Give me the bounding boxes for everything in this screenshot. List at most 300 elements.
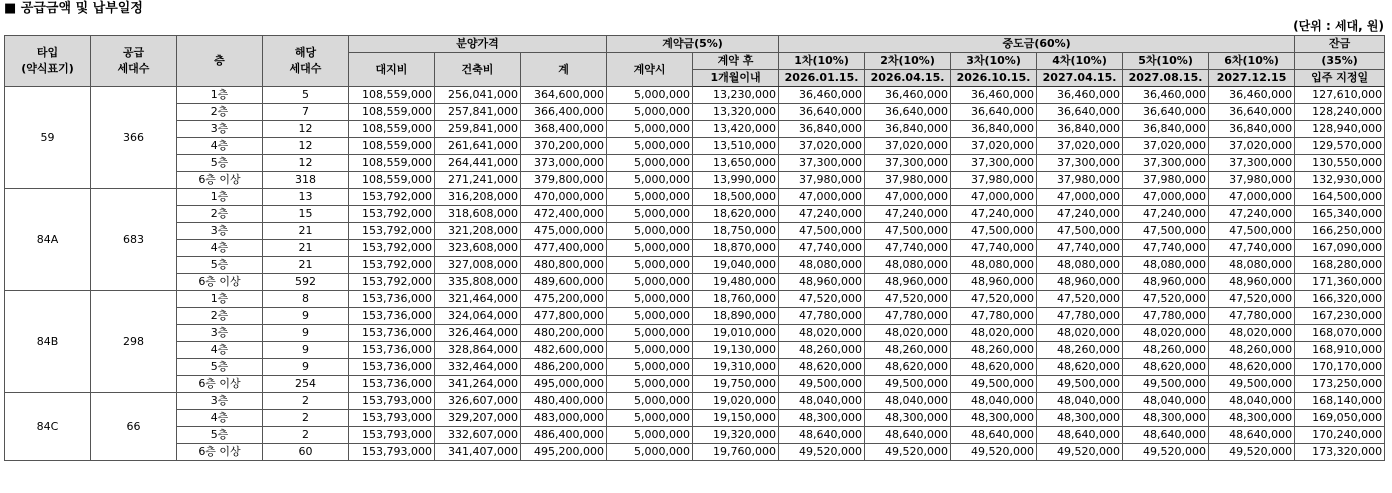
amount-cell: 323,608,000 — [435, 240, 521, 257]
amount-cell: 5,000,000 — [607, 410, 693, 427]
amount-cell: 130,550,000 — [1295, 155, 1385, 172]
amount-cell: 5,000,000 — [607, 444, 693, 461]
amount-cell: 49,520,000 — [951, 444, 1037, 461]
amount-cell: 47,500,000 — [1209, 223, 1295, 240]
amount-cell: 47,520,000 — [1209, 291, 1295, 308]
amount-cell: 168,140,000 — [1295, 393, 1385, 410]
amount-cell: 477,800,000 — [521, 308, 607, 325]
amount-cell: 5,000,000 — [607, 104, 693, 121]
amount-cell: 37,020,000 — [1123, 138, 1209, 155]
amount-cell: 48,040,000 — [1123, 393, 1209, 410]
amount-cell: 49,500,000 — [1037, 376, 1123, 393]
amount-cell: 19,040,000 — [693, 257, 779, 274]
amount-cell: 48,080,000 — [1209, 257, 1295, 274]
header-deposit-after-sub: 1개월이내 — [693, 70, 779, 87]
units-cell: 60 — [263, 444, 349, 461]
amount-cell: 48,020,000 — [1209, 325, 1295, 342]
header-mid-2-date: 2026.04.15. — [865, 70, 951, 87]
header-price-group: 분양가격 — [349, 36, 607, 53]
amount-cell: 48,080,000 — [1037, 257, 1123, 274]
floor-cell: 1층 — [177, 87, 263, 104]
amount-cell: 256,041,000 — [435, 87, 521, 104]
header-mid-3: 3차(10%) — [951, 53, 1037, 70]
header-balance-pct: (35%) — [1295, 53, 1385, 70]
amount-cell: 169,050,000 — [1295, 410, 1385, 427]
amount-cell: 48,080,000 — [1123, 257, 1209, 274]
amount-cell: 127,610,000 — [1295, 87, 1385, 104]
amount-cell: 167,090,000 — [1295, 240, 1385, 257]
amount-cell: 19,760,000 — [693, 444, 779, 461]
amount-cell: 37,980,000 — [865, 172, 951, 189]
amount-cell: 327,008,000 — [435, 257, 521, 274]
amount-cell: 153,793,000 — [349, 410, 435, 427]
amount-cell: 18,750,000 — [693, 223, 779, 240]
amount-cell: 47,500,000 — [1123, 223, 1209, 240]
amount-cell: 257,841,000 — [435, 104, 521, 121]
amount-cell: 36,640,000 — [951, 104, 1037, 121]
floor-cell: 3층 — [177, 223, 263, 240]
amount-cell: 5,000,000 — [607, 223, 693, 240]
amount-cell: 48,620,000 — [1209, 359, 1295, 376]
amount-cell: 47,740,000 — [951, 240, 1037, 257]
amount-cell: 13,510,000 — [693, 138, 779, 155]
table-row — [5, 189, 1385, 206]
floor-cell: 6층 이상 — [177, 444, 263, 461]
units-cell: 2 — [263, 427, 349, 444]
amount-cell: 19,480,000 — [693, 274, 779, 291]
amount-cell: 36,840,000 — [951, 121, 1037, 138]
amount-cell: 132,930,000 — [1295, 172, 1385, 189]
amount-cell: 13,230,000 — [693, 87, 779, 104]
amount-cell: 47,240,000 — [1209, 206, 1295, 223]
amount-cell: 5,000,000 — [607, 87, 693, 104]
amount-cell: 373,000,000 — [521, 155, 607, 172]
amount-cell: 49,520,000 — [1209, 444, 1295, 461]
amount-cell: 36,840,000 — [1037, 121, 1123, 138]
amount-cell: 48,020,000 — [1037, 325, 1123, 342]
table-row — [5, 104, 1385, 121]
amount-cell: 5,000,000 — [607, 172, 693, 189]
amount-cell: 18,870,000 — [693, 240, 779, 257]
units-cell: 8 — [263, 291, 349, 308]
amount-cell: 153,736,000 — [349, 291, 435, 308]
amount-cell: 36,640,000 — [1209, 104, 1295, 121]
amount-cell: 36,840,000 — [779, 121, 865, 138]
table-row — [5, 257, 1385, 274]
amount-cell: 47,740,000 — [865, 240, 951, 257]
amount-cell: 13,320,000 — [693, 104, 779, 121]
amount-cell: 326,464,000 — [435, 325, 521, 342]
amount-cell: 153,792,000 — [349, 274, 435, 291]
amount-cell: 37,020,000 — [779, 138, 865, 155]
amount-cell: 364,600,000 — [521, 87, 607, 104]
amount-cell: 475,000,000 — [521, 223, 607, 240]
amount-cell: 335,808,000 — [435, 274, 521, 291]
amount-cell: 477,400,000 — [521, 240, 607, 257]
amount-cell: 329,207,000 — [435, 410, 521, 427]
amount-cell: 49,520,000 — [1037, 444, 1123, 461]
amount-cell: 173,250,000 — [1295, 376, 1385, 393]
amount-cell: 48,960,000 — [779, 274, 865, 291]
amount-cell: 37,020,000 — [1037, 138, 1123, 155]
amount-cell: 321,464,000 — [435, 291, 521, 308]
amount-cell: 47,780,000 — [1037, 308, 1123, 325]
table-row — [5, 342, 1385, 359]
amount-cell: 5,000,000 — [607, 393, 693, 410]
header-units: 해당 세대수 — [263, 36, 349, 87]
amount-cell: 48,300,000 — [865, 410, 951, 427]
amount-cell: 153,736,000 — [349, 376, 435, 393]
amount-cell: 318,608,000 — [435, 206, 521, 223]
amount-cell: 48,640,000 — [1037, 427, 1123, 444]
amount-cell: 5,000,000 — [607, 359, 693, 376]
amount-cell: 153,736,000 — [349, 359, 435, 376]
amount-cell: 48,640,000 — [865, 427, 951, 444]
amount-cell: 19,150,000 — [693, 410, 779, 427]
header-mid-group: 중도금(60%) — [779, 36, 1295, 53]
amount-cell: 47,240,000 — [779, 206, 865, 223]
header-deposit-at: 계약시 — [607, 53, 693, 87]
amount-cell: 495,000,000 — [521, 376, 607, 393]
amount-cell: 19,310,000 — [693, 359, 779, 376]
amount-cell: 332,464,000 — [435, 359, 521, 376]
amount-cell: 482,600,000 — [521, 342, 607, 359]
amount-cell: 153,792,000 — [349, 223, 435, 240]
type-cell: 84B — [5, 291, 91, 393]
table-row — [5, 291, 1385, 308]
header-type: 타입 (약식표기) — [5, 36, 91, 87]
amount-cell: 47,240,000 — [865, 206, 951, 223]
amount-cell: 19,130,000 — [693, 342, 779, 359]
amount-cell: 47,780,000 — [865, 308, 951, 325]
amount-cell: 37,020,000 — [1209, 138, 1295, 155]
amount-cell: 47,520,000 — [1037, 291, 1123, 308]
amount-cell: 379,800,000 — [521, 172, 607, 189]
amount-cell: 470,000,000 — [521, 189, 607, 206]
amount-cell: 5,000,000 — [607, 257, 693, 274]
amount-cell: 47,780,000 — [1123, 308, 1209, 325]
amount-cell: 47,240,000 — [1123, 206, 1209, 223]
amount-cell: 259,841,000 — [435, 121, 521, 138]
amount-cell: 47,000,000 — [865, 189, 951, 206]
amount-cell: 18,620,000 — [693, 206, 779, 223]
table-row — [5, 427, 1385, 444]
table-row — [5, 155, 1385, 172]
amount-cell: 48,620,000 — [865, 359, 951, 376]
header-land: 대지비 — [349, 53, 435, 87]
amount-cell: 37,300,000 — [779, 155, 865, 172]
header-total: 계 — [521, 53, 607, 87]
amount-cell: 49,520,000 — [865, 444, 951, 461]
amount-cell: 48,640,000 — [1209, 427, 1295, 444]
amount-cell: 48,020,000 — [1123, 325, 1209, 342]
amount-cell: 153,792,000 — [349, 206, 435, 223]
amount-cell: 18,760,000 — [693, 291, 779, 308]
table-row — [5, 240, 1385, 257]
amount-cell: 332,607,000 — [435, 427, 521, 444]
amount-cell: 472,400,000 — [521, 206, 607, 223]
amount-cell: 153,736,000 — [349, 308, 435, 325]
floor-cell: 3층 — [177, 325, 263, 342]
header-balance-when: 입주 지정일 — [1295, 70, 1385, 87]
header-deposit-group: 계약금(5%) — [607, 36, 779, 53]
amount-cell: 48,640,000 — [1123, 427, 1209, 444]
amount-cell: 37,980,000 — [779, 172, 865, 189]
amount-cell: 153,792,000 — [349, 257, 435, 274]
amount-cell: 5,000,000 — [607, 342, 693, 359]
amount-cell: 128,240,000 — [1295, 104, 1385, 121]
amount-cell: 37,300,000 — [1123, 155, 1209, 172]
amount-cell: 164,500,000 — [1295, 189, 1385, 206]
amount-cell: 19,010,000 — [693, 325, 779, 342]
floor-cell: 6층 이상 — [177, 172, 263, 189]
floor-cell: 1층 — [177, 189, 263, 206]
amount-cell: 108,559,000 — [349, 155, 435, 172]
units-cell: 9 — [263, 342, 349, 359]
amount-cell: 495,200,000 — [521, 444, 607, 461]
amount-cell: 47,000,000 — [1123, 189, 1209, 206]
amount-cell: 48,040,000 — [1037, 393, 1123, 410]
header-floor: 층 — [177, 36, 263, 87]
amount-cell: 153,793,000 — [349, 444, 435, 461]
amount-cell: 36,640,000 — [1123, 104, 1209, 121]
header-mid-6-date: 2027.12.15 — [1209, 70, 1295, 87]
amount-cell: 48,080,000 — [779, 257, 865, 274]
amount-cell: 368,400,000 — [521, 121, 607, 138]
amount-cell: 168,910,000 — [1295, 342, 1385, 359]
header-mid-4: 4차(10%) — [1037, 53, 1123, 70]
amount-cell: 5,000,000 — [607, 376, 693, 393]
floor-cell: 5층 — [177, 359, 263, 376]
amount-cell: 328,864,000 — [435, 342, 521, 359]
amount-cell: 36,840,000 — [1123, 121, 1209, 138]
header-mid-2: 2차(10%) — [865, 53, 951, 70]
amount-cell: 48,960,000 — [1123, 274, 1209, 291]
amount-cell: 37,980,000 — [951, 172, 1037, 189]
amount-cell: 48,300,000 — [1123, 410, 1209, 427]
amount-cell: 48,260,000 — [1209, 342, 1295, 359]
amount-cell: 168,280,000 — [1295, 257, 1385, 274]
units-cell: 254 — [263, 376, 349, 393]
units-cell: 12 — [263, 138, 349, 155]
amount-cell: 48,040,000 — [1209, 393, 1295, 410]
amount-cell: 475,200,000 — [521, 291, 607, 308]
amount-cell: 48,040,000 — [779, 393, 865, 410]
floor-cell: 5층 — [177, 155, 263, 172]
table-row — [5, 172, 1385, 189]
units-cell: 9 — [263, 308, 349, 325]
amount-cell: 5,000,000 — [607, 308, 693, 325]
amount-cell: 326,607,000 — [435, 393, 521, 410]
amount-cell: 341,407,000 — [435, 444, 521, 461]
amount-cell: 48,960,000 — [1209, 274, 1295, 291]
floor-cell: 1층 — [177, 291, 263, 308]
table-row — [5, 359, 1385, 376]
amount-cell: 483,000,000 — [521, 410, 607, 427]
amount-cell: 36,460,000 — [1037, 87, 1123, 104]
amount-cell: 47,000,000 — [779, 189, 865, 206]
amount-cell: 129,570,000 — [1295, 138, 1385, 155]
amount-cell: 48,300,000 — [951, 410, 1037, 427]
supply-cell: 366 — [91, 87, 177, 189]
amount-cell: 37,980,000 — [1037, 172, 1123, 189]
amount-cell: 48,260,000 — [951, 342, 1037, 359]
amount-cell: 128,940,000 — [1295, 121, 1385, 138]
unit-note: (단위 : 세대, 원) — [1293, 19, 1384, 33]
amount-cell: 48,620,000 — [1037, 359, 1123, 376]
amount-cell: 47,740,000 — [1123, 240, 1209, 257]
amount-cell: 36,640,000 — [865, 104, 951, 121]
amount-cell: 48,020,000 — [779, 325, 865, 342]
amount-cell: 168,070,000 — [1295, 325, 1385, 342]
amount-cell: 49,500,000 — [1123, 376, 1209, 393]
amount-cell: 47,500,000 — [865, 223, 951, 240]
amount-cell: 36,840,000 — [1209, 121, 1295, 138]
amount-cell: 5,000,000 — [607, 427, 693, 444]
amount-cell: 49,520,000 — [1123, 444, 1209, 461]
table-row — [5, 325, 1385, 342]
amount-cell: 173,320,000 — [1295, 444, 1385, 461]
supply-cell: 683 — [91, 189, 177, 291]
amount-cell: 48,260,000 — [1123, 342, 1209, 359]
amount-cell: 18,500,000 — [693, 189, 779, 206]
amount-cell: 5,000,000 — [607, 206, 693, 223]
floor-cell: 2층 — [177, 206, 263, 223]
amount-cell: 153,736,000 — [349, 325, 435, 342]
type-cell: 84A — [5, 189, 91, 291]
header-supply: 공급 세대수 — [91, 36, 177, 87]
amount-cell: 5,000,000 — [607, 121, 693, 138]
amount-cell: 13,650,000 — [693, 155, 779, 172]
amount-cell: 153,792,000 — [349, 240, 435, 257]
amount-cell: 5,000,000 — [607, 138, 693, 155]
amount-cell: 48,300,000 — [1037, 410, 1123, 427]
amount-cell: 47,780,000 — [779, 308, 865, 325]
amount-cell: 486,400,000 — [521, 427, 607, 444]
table-row — [5, 223, 1385, 240]
amount-cell: 48,080,000 — [865, 257, 951, 274]
units-cell: 21 — [263, 240, 349, 257]
floor-cell: 2층 — [177, 104, 263, 121]
amount-cell: 47,740,000 — [779, 240, 865, 257]
amount-cell: 47,000,000 — [951, 189, 1037, 206]
amount-cell: 48,020,000 — [865, 325, 951, 342]
amount-cell: 13,420,000 — [693, 121, 779, 138]
amount-cell: 5,000,000 — [607, 325, 693, 342]
amount-cell: 48,960,000 — [951, 274, 1037, 291]
header-building: 건축비 — [435, 53, 521, 87]
amount-cell: 5,000,000 — [607, 274, 693, 291]
amount-cell: 47,740,000 — [1209, 240, 1295, 257]
amount-cell: 153,736,000 — [349, 342, 435, 359]
amount-cell: 36,460,000 — [951, 87, 1037, 104]
amount-cell: 13,990,000 — [693, 172, 779, 189]
amount-cell: 48,260,000 — [1037, 342, 1123, 359]
units-cell: 21 — [263, 223, 349, 240]
type-cell: 84C — [5, 393, 91, 461]
amount-cell: 166,250,000 — [1295, 223, 1385, 240]
table-row — [5, 274, 1385, 291]
amount-cell: 48,620,000 — [779, 359, 865, 376]
units-cell: 9 — [263, 325, 349, 342]
amount-cell: 170,170,000 — [1295, 359, 1385, 376]
floor-cell: 5층 — [177, 427, 263, 444]
units-cell: 592 — [263, 274, 349, 291]
amount-cell: 153,793,000 — [349, 427, 435, 444]
amount-cell: 153,793,000 — [349, 393, 435, 410]
table-row — [5, 121, 1385, 138]
units-cell: 9 — [263, 359, 349, 376]
type-cell: 59 — [5, 87, 91, 189]
amount-cell: 489,600,000 — [521, 274, 607, 291]
table-row — [5, 444, 1385, 461]
amount-cell: 108,559,000 — [349, 138, 435, 155]
header-mid-4-date: 2027.04.15. — [1037, 70, 1123, 87]
amount-cell: 108,559,000 — [349, 172, 435, 189]
floor-cell: 3층 — [177, 393, 263, 410]
header-deposit-after: 계약 후 — [693, 53, 779, 70]
amount-cell: 18,890,000 — [693, 308, 779, 325]
floor-cell: 4층 — [177, 410, 263, 427]
amount-cell: 5,000,000 — [607, 291, 693, 308]
amount-cell: 47,780,000 — [951, 308, 1037, 325]
amount-cell: 47,740,000 — [1037, 240, 1123, 257]
header-mid-5: 5차(10%) — [1123, 53, 1209, 70]
amount-cell: 486,200,000 — [521, 359, 607, 376]
amount-cell: 48,300,000 — [1209, 410, 1295, 427]
amount-cell: 166,320,000 — [1295, 291, 1385, 308]
amount-cell: 153,792,000 — [349, 189, 435, 206]
amount-cell: 37,300,000 — [951, 155, 1037, 172]
amount-cell: 170,240,000 — [1295, 427, 1385, 444]
amount-cell: 36,460,000 — [1123, 87, 1209, 104]
header-mid-3-date: 2026.10.15. — [951, 70, 1037, 87]
amount-cell: 48,960,000 — [865, 274, 951, 291]
floor-cell: 6층 이상 — [177, 376, 263, 393]
amount-cell: 108,559,000 — [349, 104, 435, 121]
amount-cell: 48,040,000 — [951, 393, 1037, 410]
amount-cell: 480,800,000 — [521, 257, 607, 274]
amount-cell: 49,500,000 — [865, 376, 951, 393]
amount-cell: 47,000,000 — [1037, 189, 1123, 206]
amount-cell: 48,040,000 — [865, 393, 951, 410]
amount-cell: 36,460,000 — [1209, 87, 1295, 104]
floor-cell: 5층 — [177, 257, 263, 274]
table-row — [5, 87, 1385, 104]
amount-cell: 261,641,000 — [435, 138, 521, 155]
header-balance: 잔금 — [1295, 36, 1385, 53]
amount-cell: 108,559,000 — [349, 87, 435, 104]
header-mid-1-date: 2026.01.15. — [779, 70, 865, 87]
units-cell: 15 — [263, 206, 349, 223]
units-cell: 12 — [263, 121, 349, 138]
amount-cell: 48,020,000 — [951, 325, 1037, 342]
amount-cell: 47,500,000 — [951, 223, 1037, 240]
amount-cell: 264,441,000 — [435, 155, 521, 172]
amount-cell: 49,520,000 — [779, 444, 865, 461]
amount-cell: 47,520,000 — [1123, 291, 1209, 308]
floor-cell: 2층 — [177, 308, 263, 325]
price-schedule-table — [4, 35, 1385, 461]
units-cell: 21 — [263, 257, 349, 274]
amount-cell: 480,200,000 — [521, 325, 607, 342]
amount-cell: 47,780,000 — [1209, 308, 1295, 325]
header-mid-6: 6차(10%) — [1209, 53, 1295, 70]
table-row — [5, 138, 1385, 155]
amount-cell: 36,840,000 — [865, 121, 951, 138]
amount-cell: 171,360,000 — [1295, 274, 1385, 291]
amount-cell: 36,640,000 — [1037, 104, 1123, 121]
